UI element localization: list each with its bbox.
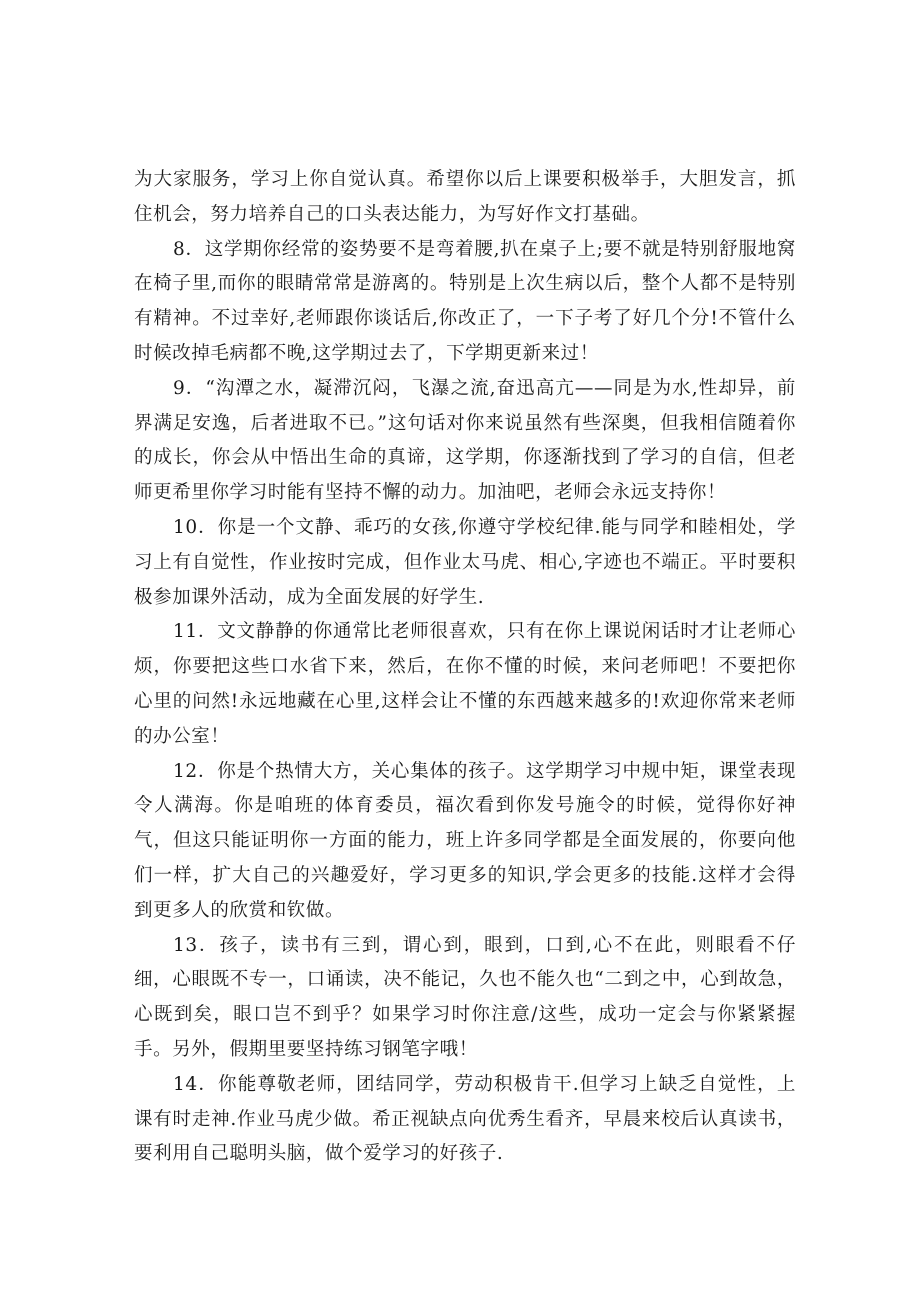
document-page (134, 163, 796, 1172)
paragraph-continuation: 为大家服务，学习上你自觉认真。希望你以后上课要积极举手，大胆发言，抓住机会，努力培养自己的口头表达能力，为写好作文打基础。 (134, 169, 796, 225)
paragraph-item-9: 9．“沟潭之水，凝滞沉闷，飞瀑之流,奋迅高亢——同是为水,性却异，前界满足安逸，后者进取不已。”这句话对你来说虽然有些深奥，但我相信随着你的成长，你会从中悟出生命的真谛，这学期，你逐渐找到了学习的自信，但老师更希里你学习时能有坚持不懈的动力。加油吧，老师会永远支持你！ (134, 377, 796, 504)
paragraph-item-10: 10．你是一个文静、乖巧的女孩,你遵守学校纪律.能与同学和睦相处，学习上有自觉性，作业按时完成，但作业太马虎、相心,字迹也不端正。平时要积极参加课外活动，成为全面发展的好学生. (134, 516, 796, 608)
paragraph-item-11: 11．文文静静的你通常比老师很喜欢，只有在你上课说闲话时才让老师心烦，你要把这些口水省下来，然后，在你不懂的时候，来问老师吧！不要把你心里的问然!永远地藏在心里,这样会让不懂的东西越来越多的!欢迎你常来老师的办公室！ (134, 621, 796, 747)
paragraph-item-8: 8．这学期你经常的姿势要不是弯着腰,扒在桌子上;要不就是特别舒服地窝在椅子里,而你的眼睛常常是游离的。特别是上次生病以后，整个人都不是特别有精神。不过幸好,老师跟你谈话后,你改正了，一下子考了好几个分!不管什么时候改掉毛病都不晚,这学期过去了，下学期更新来过！ (134, 238, 796, 364)
paragraph-item-14: 14．你能尊敬老师，团结同学，劳动积极肯干.但学习上缺乏自觉性，上课有时走神.作业马虎少做。希正视缺点向优秀生看齐，早晨来校后认真读书，要利用自己聪明头脑，做个爱学习的好孩子. (134, 1073, 796, 1165)
paragraph-item-12: 12．你是个热情大方，关心集体的孩子。这学期学习中规中矩，课堂表现令人满海。你是咱班的体育委员，福次看到你发号施令的时候，觉得你好神气，但这只能证明你一方面的能力，班上许多同学都是全面发展的，你要向他们一样，扩大自己的兴趣爱好，学习更多的知识,学会更多的技能.这样才会得到更多人的欣赏和钦做。 (134, 760, 796, 921)
paragraph-item-13: 13．孩子，读书有三到，谓心到，眼到，口到,心不在此，则眼看不仔细，心眼既不专一，口诵读，决不能记，久也不能久也“二到之中，心到故急，心既到矣，眼口岂不到乎？如果学习时你注意/这些，成功一定会与你紧紧握手。另外，假期里要坚持练习钢笔字哦！ (134, 934, 796, 1060)
